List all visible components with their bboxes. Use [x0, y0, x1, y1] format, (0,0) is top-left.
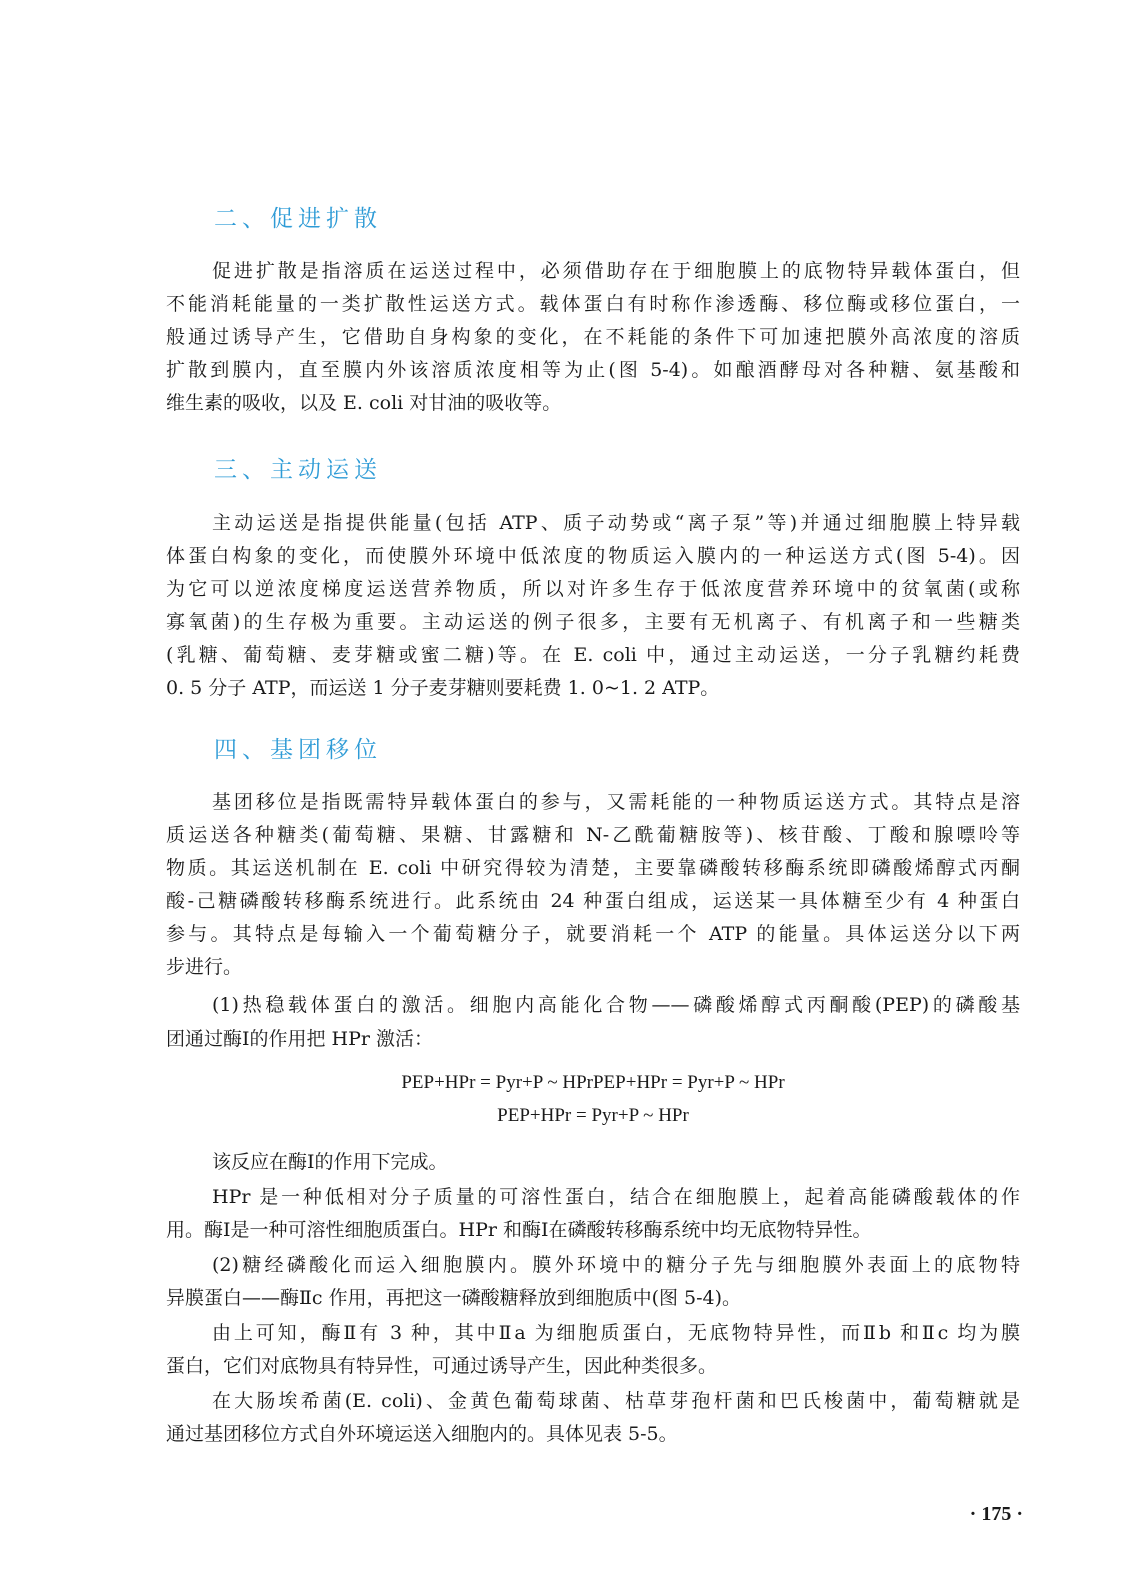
reaction-formula: PEP+HPr = Pyr+P ~ HPr [497, 1105, 689, 1126]
paragraph-line: 该反应在酶Ⅰ的作用下完成。 [212, 1151, 448, 1173]
paragraph-line: 寡氧菌)的生存极为重要。主动运送的例子很多，主要有无机离子、有机离子和一些糖类 [166, 611, 1020, 633]
paragraph-line: HPr 是一种低相对分子质量的可溶性蛋白，结合在细胞膜上，起着高能磷酸载体的作 [212, 1186, 1020, 1208]
paragraph-line: 用。酶Ⅰ是一种可溶性细胞质蛋白。HPr 和酶Ⅰ在磷酸转移酶系统中均无底物特异性。 [166, 1219, 872, 1241]
paragraph-line: 参与。其特点是每输入一个葡萄糖分子，就要消耗一个 ATP 的能量。具体运送分以下两 [166, 923, 1020, 945]
paragraph-line: 由上可知，酶Ⅱ有 3 种，其中Ⅱa 为细胞质蛋白，无底物特异性，而Ⅱb 和Ⅱc 均为膜 [212, 1322, 1020, 1344]
paragraph-line: 不能消耗能量的一类扩散性运送方式。载体蛋白有时称作渗透酶、移位酶或移位蛋白，一 [166, 293, 1020, 315]
paragraph-line: 0. 5 分子 ATP，而运送 1 分子麦芽糖则要耗费 1. 0~1. 2 ATP。 [166, 677, 720, 699]
paragraph-line: 为它可以逆浓度梯度运送营养物质，所以对许多生存于低浓度营养环境中的贫氧菌(或称 [166, 578, 1020, 600]
paragraph-line: 维生素的吸收，以及 E. coli 对甘油的吸收等。 [166, 392, 562, 414]
reaction-formula: PEP+HPr = Pyr+P ~ HPrPEP+HPr = Pyr+P ~ HPr [401, 1072, 785, 1093]
paragraph-line: 质运送各种糖类(葡萄糖、果糖、甘露糖和 N-乙酰葡糖胺等)、核苷酸、丁酸和腺嘌呤等 [166, 824, 1020, 846]
paragraph-line: 步进行。 [166, 956, 243, 978]
paragraph-line: (2)糖经磷酸化而运入细胞膜内。膜外环境中的糖分子先与细胞膜外表面上的底物特 [212, 1254, 1020, 1276]
paragraph-line: 异膜蛋白——酶Ⅱc 作用，再把这一磷酸糖释放到细胞质中(图 5-4)。 [166, 1287, 742, 1309]
paragraph-line: 团通过酶Ⅰ的作用把 HPr 激活： [166, 1028, 434, 1050]
paragraph-line: 物质。其运送机制在 E. coli 中研究得较为清楚，主要靠磷酸转移酶系统即磷酸烯醇式丙酮 [166, 857, 1020, 879]
paragraph-line: 促进扩散是指溶质在运送过程中，必须借助存在于细胞膜上的底物特异载体蛋白，但 [212, 260, 1020, 282]
paragraph-line: 体蛋白构象的变化，而使膜外环境中低浓度的物质运入膜内的一种运送方式(图 5-4)。因 [166, 545, 1020, 567]
paragraph-line: 在大肠埃希菌(E. coli)、金黄色葡萄球菌、枯草芽孢杆菌和巴氏梭菌中，葡萄糖就是 [212, 1390, 1020, 1412]
paragraph-line: 主动运送是指提供能量(包括 ATP、质子动势或“离子泵”等)并通过细胞膜上特异载 [212, 512, 1020, 534]
paragraph-line: 通过基团移位方式自外环境运送入细胞内的。具体见表 5-5。 [166, 1423, 678, 1445]
section-heading: 三、主动运送 [214, 457, 382, 483]
paragraph-line: 般通过诱导产生，它借助自身构象的变化，在不耗能的条件下可加速把膜外高浓度的溶质 [166, 326, 1020, 348]
section-heading: 四、基团移位 [214, 737, 382, 763]
paragraph-line: 蛋白，它们对底物具有特异性，可通过诱导产生，因此种类很多。 [166, 1355, 718, 1377]
paragraph-line: 酸-己糖磷酸转移酶系统进行。此系统由 24 种蛋白组成，运送某一具体糖至少有 4 种蛋白 [166, 890, 1020, 912]
paragraph-line: (乳糖、葡萄糖、麦芽糖或蜜二糖)等。在 E. coli 中，通过主动运送，一分子乳糖约耗费 [166, 644, 1020, 666]
paragraph-line: (1)热稳载体蛋白的激活。细胞内高能化合物——磷酸烯醇式丙酮酸(PEP)的磷酸基 [212, 994, 1020, 1016]
paragraph-line: 基团移位是指既需特异载体蛋白的参与，又需耗能的一种物质运送方式。其特点是溶 [212, 791, 1020, 813]
page-number: · 175 · [969, 1503, 1023, 1525]
paragraph-line: 扩散到膜内，直至膜内外该溶质浓度相等为止(图 5-4)。如酿酒酵母对各种糖、氨基酸和 [166, 359, 1020, 381]
section-heading: 二、促进扩散 [214, 206, 382, 232]
